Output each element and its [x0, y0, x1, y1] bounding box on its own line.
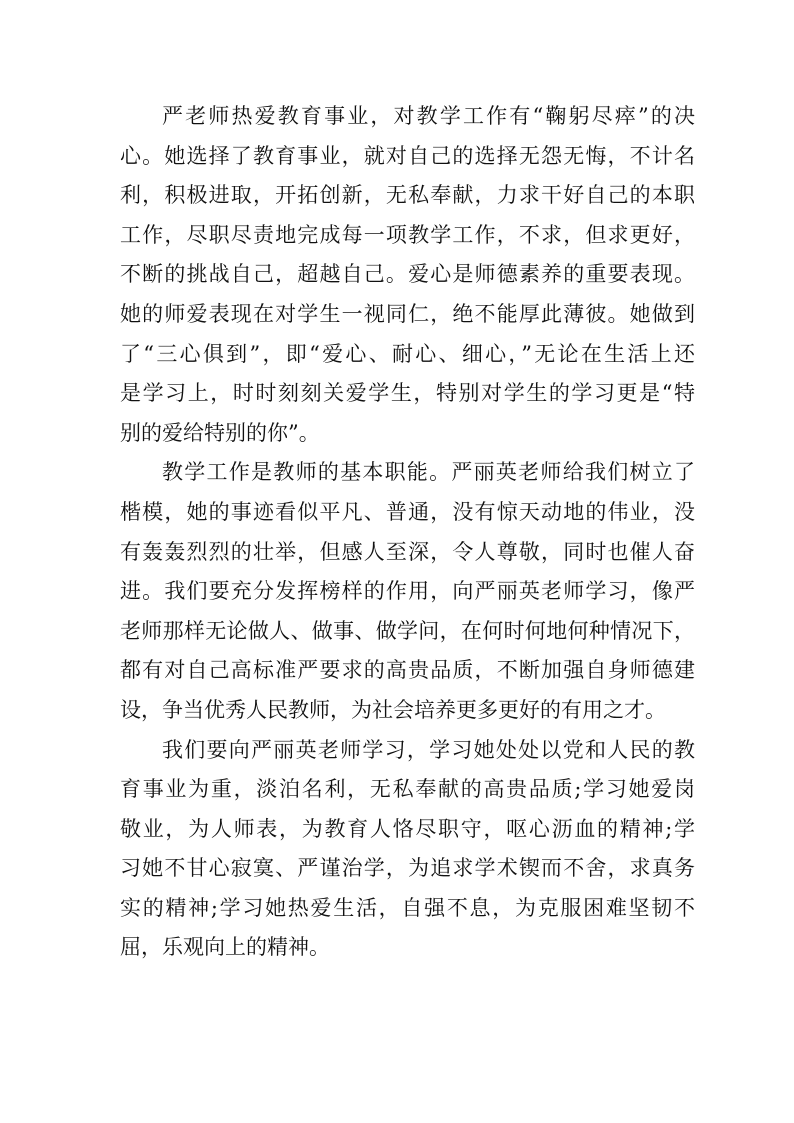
text-line: 利，积极进取，开拓创新，无私奉献，力求干好自己的本职 — [120, 183, 695, 208]
text-line: 了“三心俱到”，即“爱心、耐心、细心，”无论在生活上还 — [120, 341, 695, 366]
text-line: 别的爱给特别的你”。 — [120, 420, 320, 445]
text-line: 心。她选择了教育事业，就对自己的选择无怨无悔，不计名 — [120, 143, 695, 168]
text-line: 严老师热爱教育事业，对教学工作有“鞠躬尽瘁”的决 — [162, 104, 695, 128]
text-line: 她的师爱表现在对学生一视同仁，绝不能厚此薄彼。她做到 — [120, 301, 695, 326]
text-line: 工作，尽职尽责地完成每一项教学工作，不求，但求更好， — [120, 222, 695, 247]
text-line: 设，争当优秀人民教师，为社会培养更多更好的有用之才。 — [120, 697, 666, 722]
text-line: 实的精神;学习她热爱生活，自强不息，为克服困难坚韧不 — [120, 895, 695, 920]
text-line: 楷模，她的事迹看似平凡、普通，没有惊天动地的伟业，没 — [120, 499, 695, 524]
text-line: 老师那样无论做人、做事、做学问，在何时何地何种情况下， — [120, 618, 695, 643]
paragraph-1 — [120, 97, 695, 453]
text-line: 敬业，为人师表，为教育人恪尽职守，呕心沥血的精神;学 — [120, 816, 695, 841]
text-line: 屈，乐观向上的精神。 — [120, 935, 330, 960]
text-line: 不断的挑战自己，超越自己。爱心是师德素养的重要表现。 — [120, 262, 695, 287]
text-line: 育事业为重，淡泊名利，无私奉献的高贵品质;学习她爱岗 — [120, 777, 695, 802]
text-line: 都有对自己高标准严要求的高贵品质，不断加强自身师德建 — [120, 658, 695, 683]
text-line: 教学工作是教师的基本职能。严丽英老师给我们树立了 — [162, 460, 695, 485]
paragraph-2 — [120, 453, 695, 730]
text-line: 我们要向严丽英老师学习，学习她处处以党和人民的教 — [162, 737, 695, 762]
text-line: 习她不甘心寂寞、严谨治学，为追求学术锲而不舍，求真务 — [120, 856, 695, 881]
document-body — [120, 97, 695, 968]
text-line: 有轰轰烈烈的壮举，但感人至深，令人尊敬，同时也催人奋 — [120, 539, 695, 564]
text-line: 是学习上，时时刻刻关爱学生，特别对学生的学习更是“特 — [120, 381, 695, 406]
paragraph-3 — [120, 731, 695, 969]
text-line: 进。我们要充分发挥榜样的作用，向严丽英老师学习，像严 — [120, 579, 695, 604]
